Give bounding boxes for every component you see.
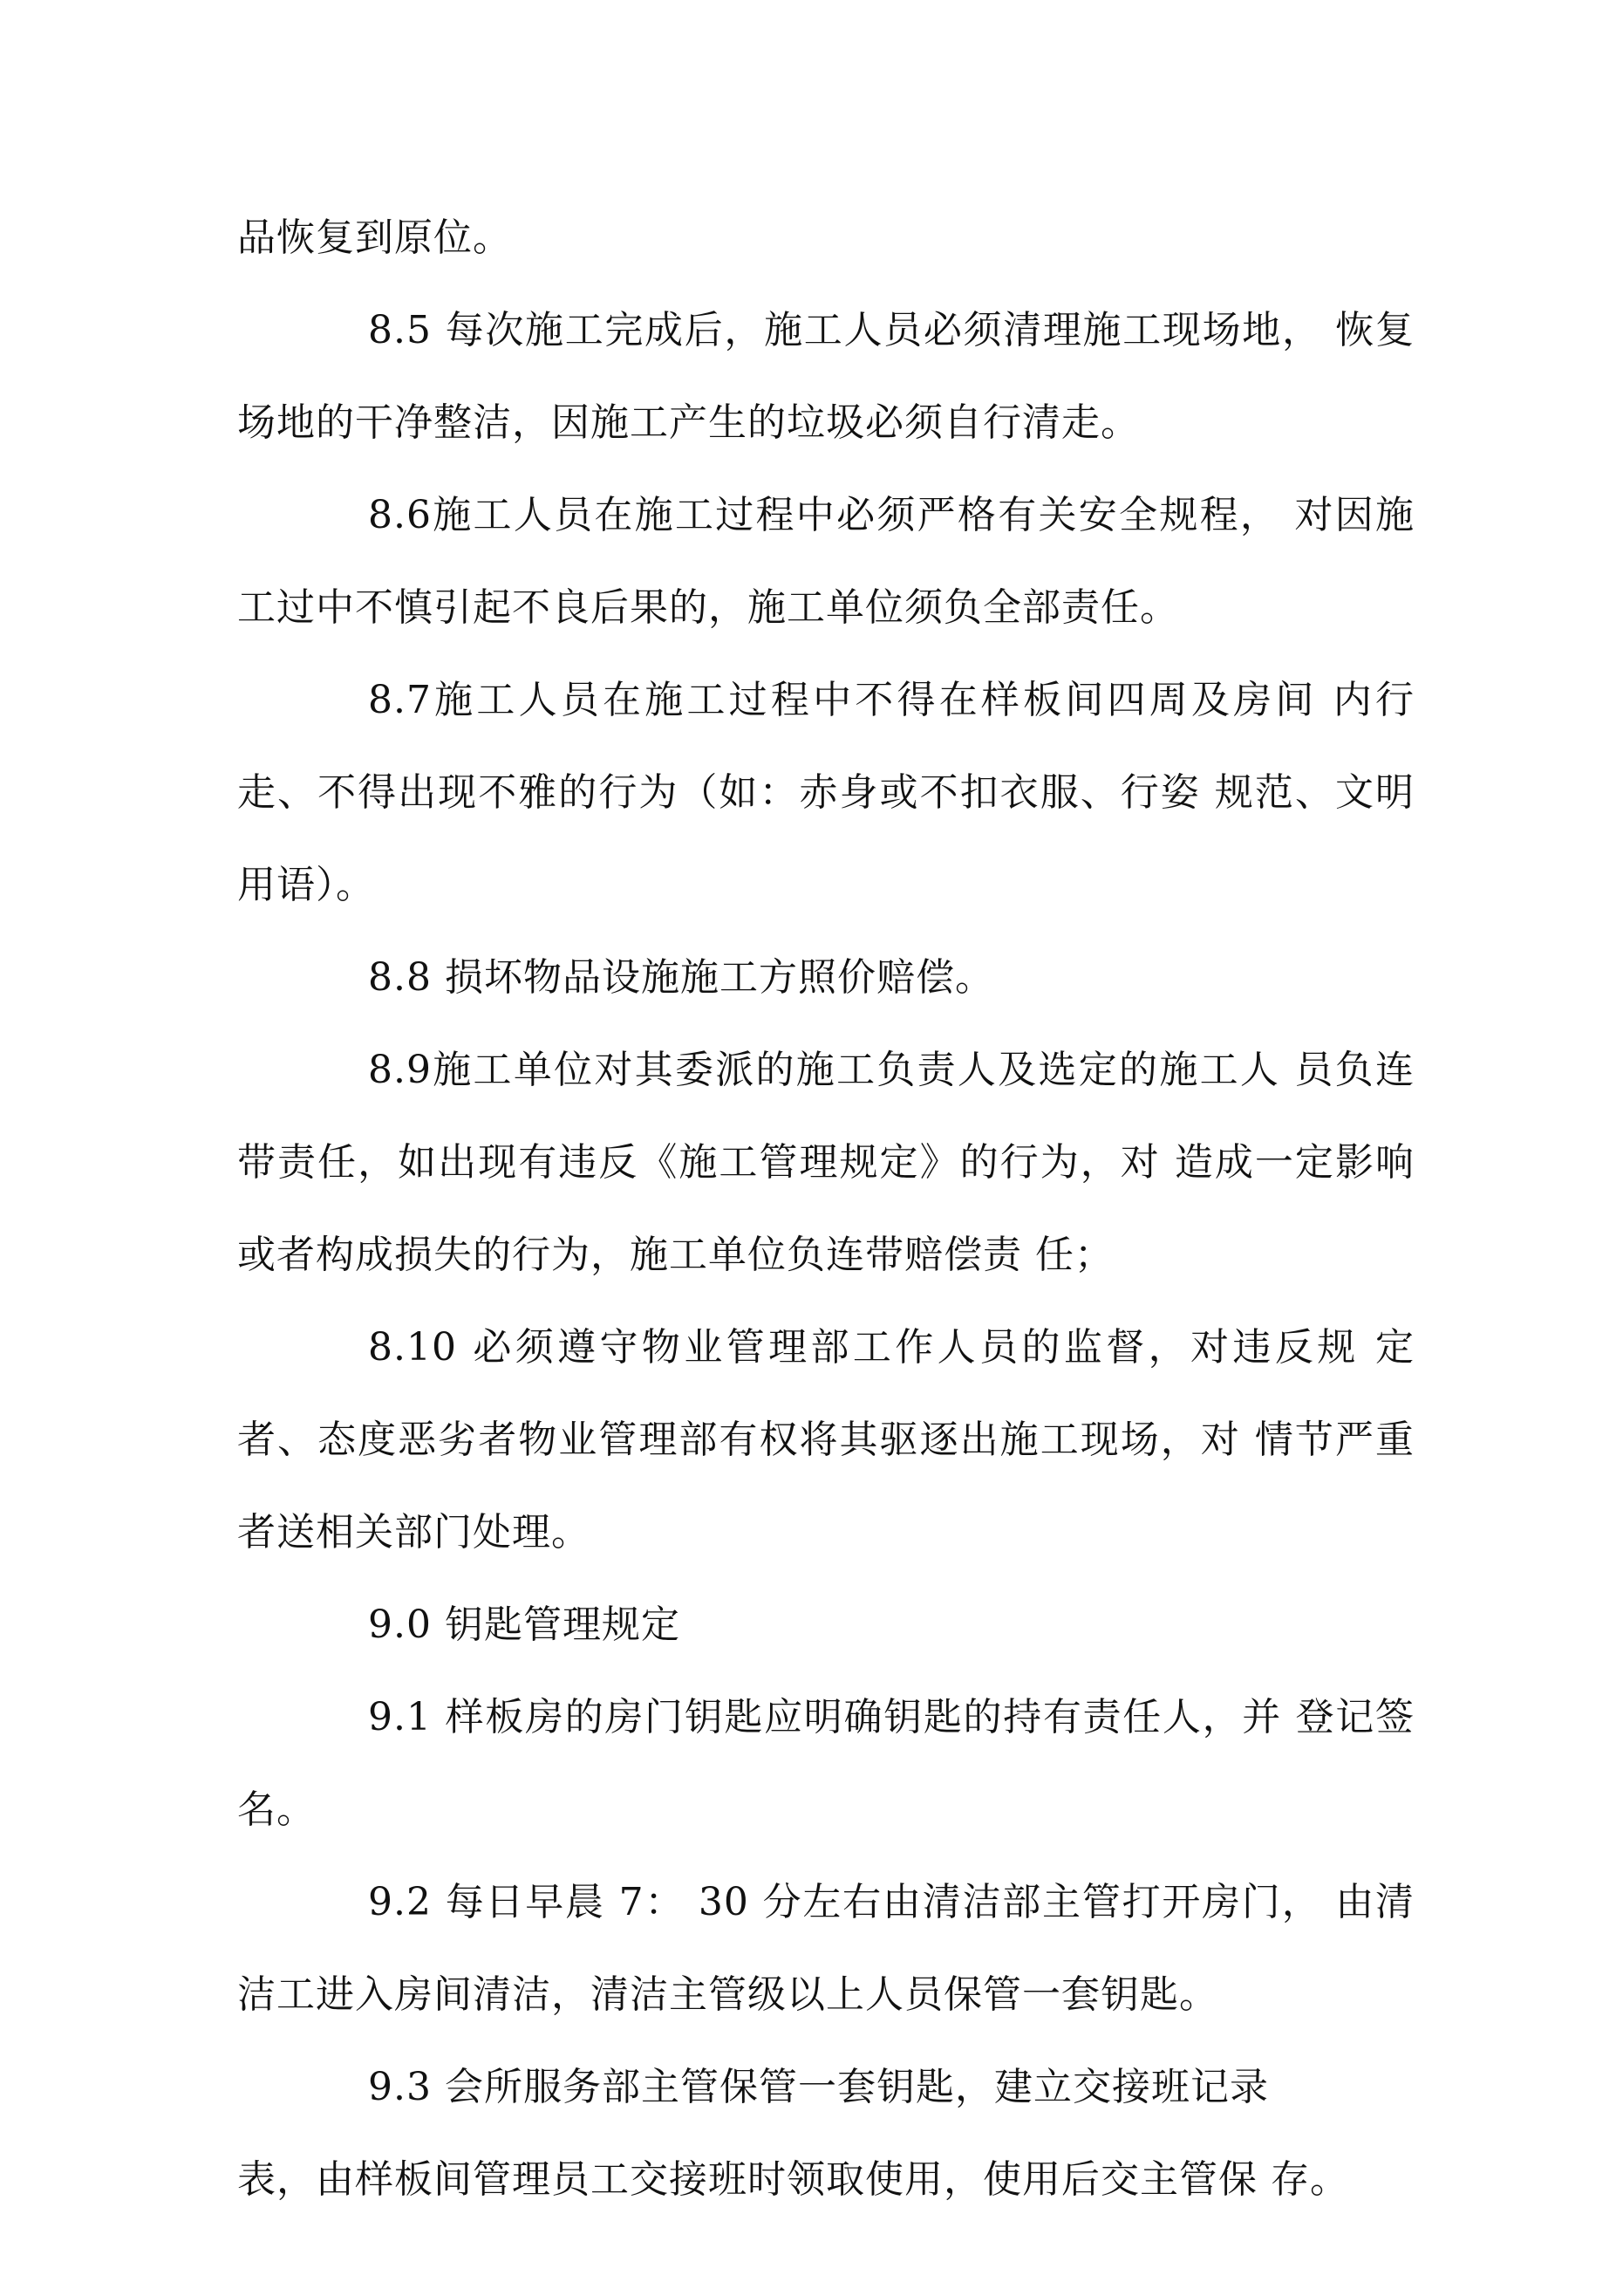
- paragraph-9-1: 9.1 样板房的房门钥匙应明确钥匙的持有责任人，并 登记签名。: [237, 1695, 1415, 1832]
- paragraph-8-6: 8.6施工人员在施工过程中必须严格有关安全规程， 对因施工过中不慎引起不良后果的，施工单位须负全部责任。: [237, 493, 1415, 630]
- paragraph-8-9: 8.9施工单位对其委派的施工负责人及选定的施工人 员负连带责任，如出现有违反《施工管理规定》的行为，对 造成一定影响或者构成损失的行为，施工单位负连带赔偿责 任；: [237, 1048, 1415, 1277]
- paragraph-8-5: 8.5 每次施工完成后，施工人员必须清理施工现场地， 恢复场地的干净整洁，因施工产生的垃圾必须自行清走。: [237, 308, 1415, 445]
- paragraph-9-3: 9.3 会所服务部主管保管一套钥匙，建立交接班记录: [368, 2065, 1269, 2109]
- paragraph-8-10: 8.10 必须遵守物业管理部工作人员的监督，对违反规 定者、态度恶劣者物业管理部有权将其驱逐出施工现场，对 情节严重者送相关部门处理。: [237, 1325, 1415, 1555]
- paragraph-9-3-continuation: 表，由样板间管理员工交接班时领取使用，使用后交主管保 存。: [237, 2157, 1349, 2202]
- paragraph-8-8: 8.8 损坏物品设施施工方照价赔偿。: [368, 955, 994, 1000]
- document-body: [237, 192, 1415, 2226]
- paragraph-8-7: 8.7施工人员在施工过程中不得在样板间四周及房间 内行走、不得出现不雅的行为（如：赤身或不扣衣服、行姿 规范、文明用语）。: [237, 678, 1415, 907]
- paragraph-continuation: 品恢复到原位。: [237, 215, 512, 260]
- section-heading-9-0: 9.0 钥匙管理规定: [368, 1602, 680, 1647]
- paragraph-9-2: 9.2 每日早晨 7： 30 分左右由清洁部主管打开房门， 由清洁工进入房间清洁，清洁主管级以上人员保管一套钥匙。: [237, 1880, 1415, 2017]
